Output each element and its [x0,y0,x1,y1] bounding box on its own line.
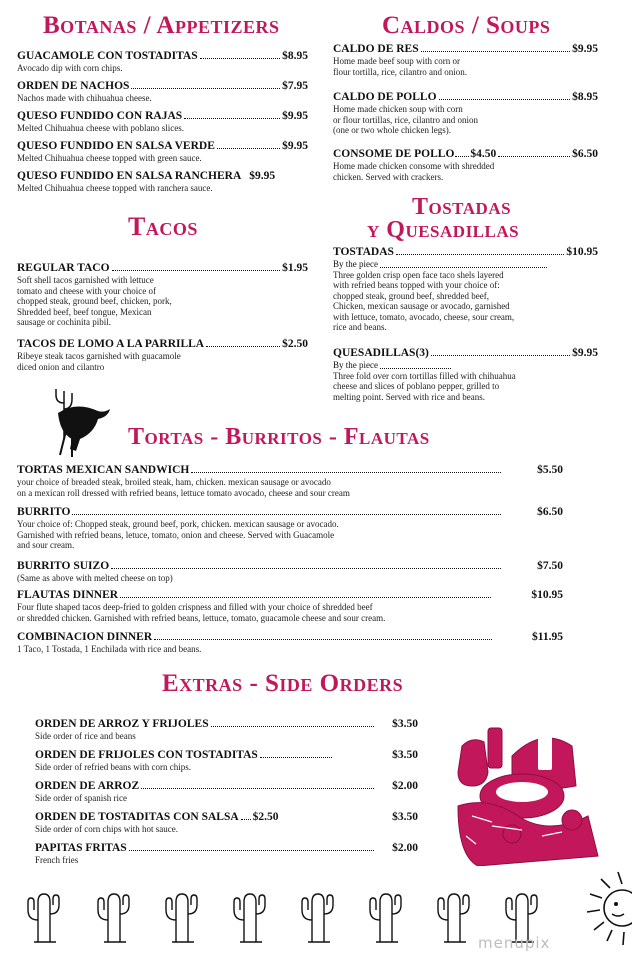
menu-item [17,170,308,194]
item-price: $2.50 [282,338,308,350]
item-desc: Ribeye steak tacos garnished with guacamole [17,351,181,361]
menu-item [17,80,308,104]
item-desc: Home made chicken soup with corn [333,104,463,114]
extras-title: Extras - Side Orders [162,670,404,697]
item-price: $6.50 [537,506,563,518]
item-name: QUESO FUNDIDO CON RAJAS [17,110,183,122]
cactus-icon [160,880,200,944]
item-desc: Side order of refried beans with corn chips. [35,762,191,772]
item-desc: Garnished with refried beans, letuce, tomato, onion and cheese. Served with Guacamole [17,529,335,540]
item-price: $9.95 [282,140,308,152]
item-desc: sausage or cochinita pibil. [17,317,111,327]
item-desc: Chicken, mexican sausage or avocado, garnished [333,301,510,311]
item-name: CALDO DE RES [333,43,419,55]
item-desc: Nachos made with chihuahua cheese. [17,93,152,103]
item-desc: 1 Taco, 1 Tostada, 1 Enchilada with rice and beans. [17,644,202,654]
item-inline-price: $4.50 [470,148,497,160]
item-desc: Soft shell tacos garnished with lettuce [17,275,154,285]
menu-item [333,91,598,136]
menu-item [333,246,598,333]
item-price: $8.95 [282,50,308,62]
item-price: $10.95 [566,246,598,258]
item-bypiece: By the piece [333,360,378,370]
soups-title: Caldos / Soups [382,12,551,39]
item-name: BURRITO [17,506,71,518]
tortas-title: Tortas - Burritos - Flautas [128,424,430,450]
item-price: $1.95 [282,262,308,274]
item-name: TACOS DE LOMO A LA PARRILLA [17,338,205,350]
menu-item [35,749,418,773]
menu-item [17,338,308,372]
item-inline-price: $2.50 [252,811,279,823]
menu-item [17,589,563,623]
menu-item [17,464,563,498]
menu-item [17,50,308,74]
item-price: $2.00 [392,780,418,792]
item-name: QUESADILLAS(3) [333,347,429,359]
item-desc: (Same as above with melted cheese on top) [17,573,173,583]
menu-item [17,560,563,584]
item-desc: your choice of breaded steak, broiled steak, ham, chicken. mexican sausage or avocado [17,477,331,487]
item-desc: cheese and slices of poblano pepper, grilled to [333,381,500,391]
item-desc: chicken. Served with crackers. [333,171,444,182]
item-name: ORDEN DE TOSTADITAS CON SALSA [35,811,239,823]
item-name: ORDEN DE NACHOS [17,80,130,92]
menu-item [17,140,308,164]
item-price: $11.95 [532,631,563,643]
item-desc: (one or two whole chicken legs). [333,125,451,135]
item-name: QUESO FUNDIDO EN SALSA VERDE [17,140,215,152]
item-desc: Three golden crisp open face taco shels layered [333,269,504,280]
watermark: menupix [478,934,551,952]
cactus-icon [92,880,132,944]
item-price: $2.00 [392,842,418,854]
item-bypiece: By the piece [333,259,378,269]
item-desc: Avocado dip with corn chips. [17,63,123,73]
item-desc: rice and beans. [333,322,387,332]
tacos-title: Tacos [128,212,198,241]
item-desc: flour tortilla, rice, cilantro and onion. [333,66,467,77]
item-desc: and sour cream. [17,540,75,550]
item-desc: Home made beef soup with corn or [333,56,460,66]
food-still-life-icon [452,716,612,866]
item-price: $7.95 [282,80,308,92]
item-name: ORDEN DE ARROZ [35,780,140,792]
item-desc: chopped steak, ground beef, chicken, pork, [17,296,172,306]
item-name: REGULAR TACO [17,262,110,274]
item-desc: on a mexican roll dressed with refried beans, lettuce tomato avocado, cheese and sour cream [17,487,350,498]
item-price: $3.50 [392,811,418,823]
cactus-icon [296,880,336,944]
item-desc: tomato and cheese with your choice of [17,285,156,296]
item-desc: Your choice of: Chopped steak, ground beef, pork, chicken. mexican sausage or avocado. [17,519,339,529]
item-name: CALDO DE POLLO [333,91,437,103]
item-desc: Shredded beef, beef tongue, Mexican [17,306,152,317]
item-desc: with refried beans topped with your choice of: [333,280,500,290]
item-price: $10.95 [531,589,563,601]
item-price: $9.95 [249,170,276,182]
cactus-icon [228,880,268,944]
appetizers-title: Botanas / Appetizers [43,12,280,39]
item-name: ORDEN DE FRIJOLES CON TOSTADITAS [35,749,258,761]
item-price: $3.50 [392,749,418,761]
item-name: CONSOME DE POLLO [333,148,455,160]
item-price: $7.50 [537,560,563,572]
item-desc: Side order of corn chips with hot sauce. [35,824,178,834]
cactus-icon [22,880,62,944]
item-name: FLAUTAS DINNER [17,589,119,601]
tostadas-title: Tostadas [412,194,512,220]
menu-item [17,631,563,655]
item-desc: French fries [35,855,79,865]
item-name: ORDEN DE ARROZ Y FRIJOLES [35,718,209,730]
item-price: $3.50 [392,718,418,730]
item-desc: with lettuce, tomato, avocado, cheese, sour cream, [333,311,515,322]
item-desc: Melted Chihuahua cheese with poblano slices. [17,123,184,133]
item-desc: chopped steak, ground beef, shredded beef, [333,290,489,301]
quesadillas-title: y Quesadillas [367,217,520,243]
item-name: PAPITAS FRITAS [35,842,127,854]
menu-item [35,811,418,835]
item-desc: Side order of rice and beans [35,731,136,741]
menu-item [333,148,598,182]
menu-item [333,43,598,77]
item-desc: diced onion and cilantro [17,361,105,372]
item-desc: Melted Chihuahua cheese topped with ranchera sauce. [17,183,213,193]
item-name: COMBINACION DINNER [17,631,153,643]
sun-icon [582,868,632,948]
menu-item [333,347,598,402]
item-name: QUESO FUNDIDO EN SALSA RANCHERA [17,170,242,182]
menu-item [35,718,418,742]
cowboy-cactus-icon [48,383,118,463]
menu-item [35,780,418,804]
item-name: GUACAMOLE CON TOSTADITAS [17,50,198,62]
menu-item [17,262,308,328]
menu-item [17,110,308,134]
item-desc: Four flute shaped tacos deep-fried to golden crispness and filled with your choice of shredded beef [17,602,373,612]
item-desc: or flour tortillas, rice, cilantro and onion [333,114,478,125]
item-name: BURRITO SUIZO [17,560,110,572]
item-desc: Three fold over corn tortillas filled with chihuahua [333,370,516,381]
item-price: $9.95 [282,110,308,122]
item-desc: or shredded chicken. Garnished with refried beans, lettuce, tomato, guacamole cheese and sour cream. [17,612,386,623]
menu-item [35,842,418,866]
menu-item [17,506,563,551]
item-name: TORTAS MEXICAN SANDWICH [17,464,190,476]
item-desc: Side order of spanish rice [35,793,127,803]
item-price: $6.50 [572,148,598,160]
item-desc: Melted Chihuahua cheese topped with green sauce. [17,153,202,163]
item-price: $9.95 [572,43,598,55]
cactus-icon [364,880,404,944]
item-price: $8.95 [572,91,598,103]
item-desc: melting point. Served with rice and beans. [333,391,485,402]
item-desc: Home made chicken consome with shredded [333,161,495,171]
item-price: $5.50 [537,464,563,476]
cactus-icon [432,880,472,944]
item-name: TOSTADAS [333,246,394,258]
item-price: $9.95 [572,347,598,359]
